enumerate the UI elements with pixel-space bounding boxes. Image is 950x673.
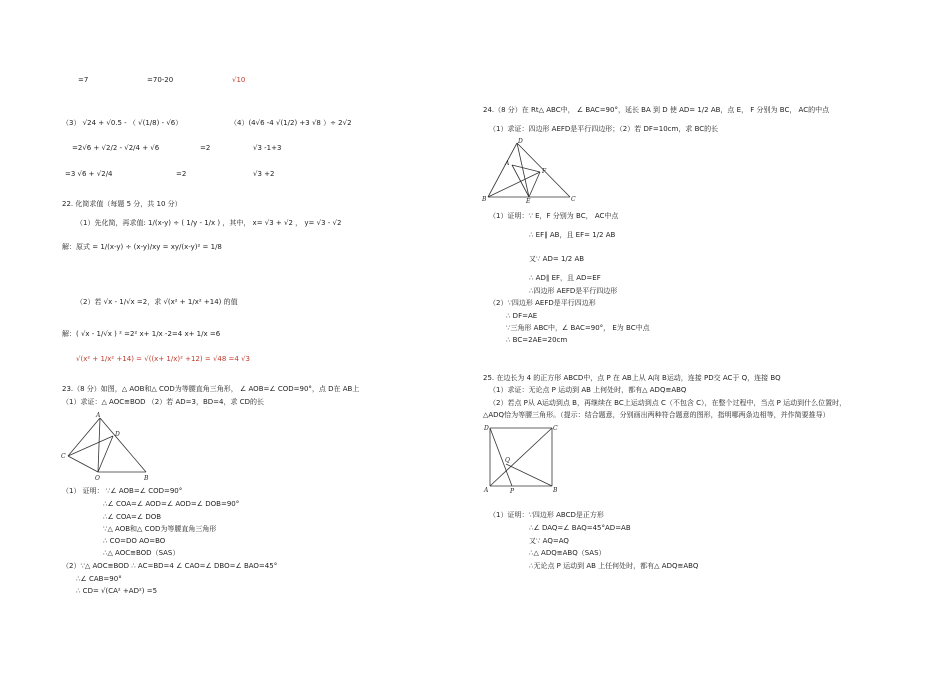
problem-4-step-1: =2 <box>200 144 211 152</box>
q24-label-f: F <box>542 168 547 175</box>
q23-label-b: B <box>144 475 149 482</box>
q25-subtitle-3: △ADQ恰为等腰三角形。（提示：结合题意，分别画出两种符合题意的图形，指明哪两条边相等，并作简要推导） <box>483 411 830 419</box>
q25-label-b: B <box>553 487 558 494</box>
problem-3: （3） √24 + √0.5 - （ √(1/8) - √6） <box>62 119 183 127</box>
q25-label-c: C <box>553 425 558 432</box>
q22-part2-solution-2: √(x² + 1/x² +14) = √((x+ 1/x)² +12) = √48 =4 √3 <box>76 355 251 363</box>
q24-figure <box>482 137 578 203</box>
q23-proof-6: ∴△ AOC≌BOD（SAS） <box>103 549 180 557</box>
q25-subtitle-2: （2）若点 P从 A运动到点 B，再继续在 BC上运动到点 C（不包含 C），在整个过程中，当点 P 运动到什么位置时， <box>489 399 847 407</box>
q24-proof-2: ∴ EF∥ AB，且 EF= 1/2 AB <box>529 231 616 239</box>
q24-proof-1: （1）证明：∵ E，F 分别为 BC， AC中点 <box>489 212 619 220</box>
q24-label-b: B <box>482 196 487 203</box>
q23-label-c: C <box>61 453 66 460</box>
q25-figure <box>482 422 558 494</box>
q24-label-e: E <box>526 198 531 203</box>
q23-proof-1: （1） 证明： ∵∠ AOB=∠ COD=90° <box>62 487 183 495</box>
q25-label-d: D <box>484 425 489 432</box>
problem-4-step-3: =2 <box>176 170 187 178</box>
q22-part2-solution: 解：( √x - 1/√x ) ² =2² x+ 1/x -2=4 x+ 1/x =6 <box>62 330 221 338</box>
q24-proof-8: ∵三角形 ABC中，∠ BAC=90°， E为 BC中点 <box>506 324 650 332</box>
problem-3-step-2: =3 √6 + √2/4 <box>65 170 113 178</box>
q23-proof-7: （2）∵△ AOC≌BOD ∴ AC=BD=4 ∠ CAO=∠ DBO=∠ BAO=45° <box>62 562 278 570</box>
q23-proof-3: ∴∠ COA=∠ DOB <box>103 513 162 521</box>
q24-proof-3: 又∵ AD= 1/2 AB <box>529 255 585 263</box>
q25-proof-5: ∴无论点 P 运动到 AB 上任何处时，都有△ ADQ≌ABQ <box>529 562 699 570</box>
q24-title: 24.（8 分）在 Rt△ ABC中， ∠ BAC=90°，延长 BA 到 D 使 AD= 1/2 AB，点 E， F 分别为 BC， AC的中点 <box>483 106 830 114</box>
q24-proof-7: ∴ DF=AE <box>506 312 538 320</box>
q25-label-q: Q <box>505 457 510 464</box>
q25-proof-1: （1）证明：∵四边形 ABCD是正方形 <box>489 511 604 519</box>
q23-proof-5: ∴ CO=DO AO=BO <box>103 537 166 545</box>
problem-4: （4）(4√6 -4 √(1/2) +3 √8 ）÷ 2√2 <box>230 119 352 127</box>
q24-label-d: D <box>518 138 523 145</box>
q23-figure <box>58 410 158 482</box>
problem-4-step-2: √3 -1+3 <box>253 144 282 152</box>
q23-proof-9: ∴ CD= √(CA² +AD²) =5 <box>76 587 158 595</box>
q22-part1-solution: 解：原式 = 1/(x-y) ÷ (x-y)/xy = xy/(x-y)² = 1/8 <box>62 243 222 251</box>
q25-label-a: A <box>484 487 489 494</box>
top-result-1: =7 <box>78 76 89 84</box>
problem-3-step-1: =2√6 + √2/2 - √2/4 + √6 <box>72 144 160 152</box>
q25-subtitle-1: （1）求证：无论点 P 运动到 AB 上何处时，都有△ ADQ≌ABQ <box>489 386 687 394</box>
q24-proof-5: ∴四边形 AEFD是平行四边形 <box>529 287 618 295</box>
q25-proof-3: 又∵ AQ=AQ <box>529 537 569 545</box>
q23-label-a: A <box>96 412 101 419</box>
q25-label-p: P <box>510 488 515 494</box>
top-result-2: =70-20 <box>147 76 174 84</box>
q23-proof-4: ∵△ AOB和△ COD为等腰直角三角形 <box>103 525 217 533</box>
q23-title: 23.（8 分）如图，△ AOB和△ COD为等腰直角三角形， ∠ AOB=∠ COD=90°，点 D在 AB上 <box>62 385 360 393</box>
q24-proof-4: ∴ AD∥ EF，且 AD=EF <box>529 274 601 282</box>
q23-proof-2: ∴∠ COA=∠ AOD=∠ AOD=∠ DOB=90° <box>103 500 240 508</box>
q23-subtitle: （1）求证：△ AOC≌BOD （2）若 AD=3，BD=4，求 CD的长 <box>62 398 264 406</box>
q24-label-c: C <box>571 196 576 203</box>
q24-label-a: A <box>505 160 510 167</box>
q25-proof-4: ∴△ ADQ≌ABQ（SAS） <box>529 549 606 557</box>
q22-part1: （1）先化简，再求值: 1/(x-y) ÷ ( 1/y - 1/x ) ，其中， x= √3 + √2 ， y= √3 - √2 <box>76 219 342 227</box>
q23-proof-8: ∴∠ CAB=90° <box>76 575 122 583</box>
q25-title: 25. 在边长为 4 的正方形 ABCD中，点 P 在 AB上从 A向 B运动，连接 PD交 AC于 Q，连接 BQ <box>483 374 781 382</box>
q24-proof-9: ∴ BC=2AE=20cm <box>506 336 568 344</box>
q22-part2: （2）若 √x - 1/√x =2，求 √(x² + 1/x² +14) 的值 <box>76 298 238 306</box>
q24-proof-6: （2）∵四边形 AEFD是平行四边形 <box>489 299 596 307</box>
problem-4-step-4: √3 +2 <box>253 170 275 178</box>
top-result-3: √10 <box>232 76 246 84</box>
q23-label-d: D <box>115 431 120 438</box>
q24-subtitle: （1）求证：四边形 AEFD是平行四边形；（2）若 DF=10cm，求 BC的长 <box>489 125 719 133</box>
q22-title: 22. 化简求值（每题 5 分，共 10 分） <box>62 200 182 208</box>
q25-proof-2: ∴∠ DAQ=∠ BAQ=45°AD=AB <box>529 524 631 532</box>
q23-label-o: O <box>95 475 100 482</box>
